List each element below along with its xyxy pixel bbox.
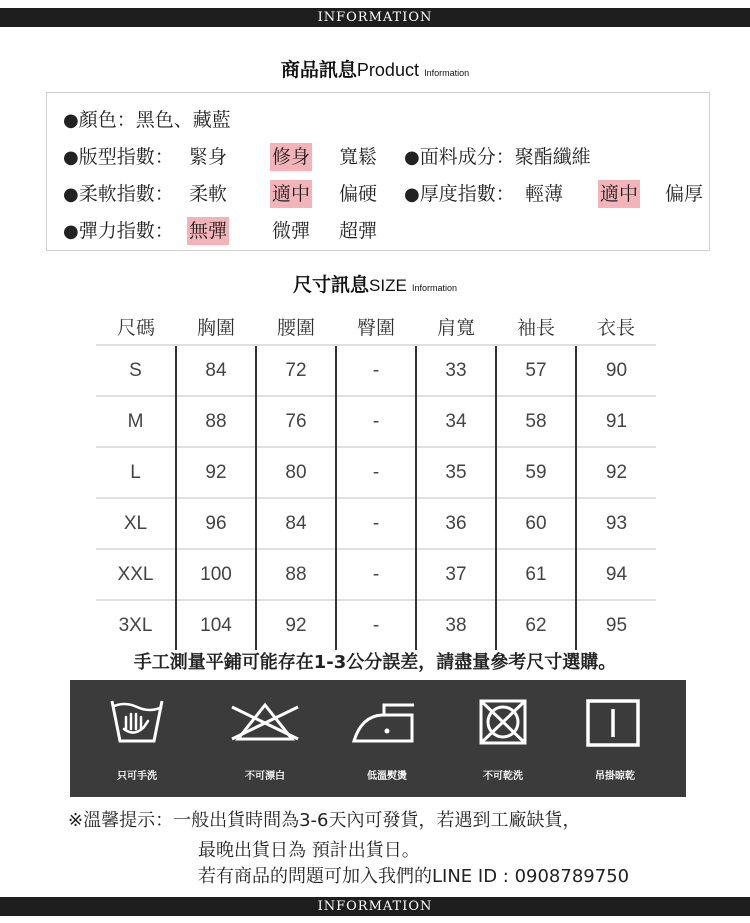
elasticity-line [63,217,463,245]
bullet-icon: ● [63,184,79,205]
table-cell: 91 [576,396,656,447]
size-heading-en: SIZE [369,276,407,295]
size-table-header-row [96,308,656,345]
softness-option-stiff: 偏硬 [339,183,378,205]
fit-option-loose: 寬鬆 [339,146,378,168]
fit-line [63,143,703,171]
table-row [96,345,656,396]
thickness-option-thick: 偏厚 [665,183,704,205]
size-heading-zh: 尺寸訊息 [293,274,370,296]
table-cell: M [96,396,176,447]
table-cell: - [336,345,416,396]
color-line [63,106,231,134]
table-cell: 88 [256,549,336,600]
bullet-icon: ● [404,184,420,205]
col-header-hip: 臀圍 [356,316,395,339]
product-heading-en: Product [356,60,419,80]
care-instructions-panel [70,680,686,797]
table-cell: - [336,447,416,498]
table-row [96,447,656,498]
care-item-no-tumble-dry [448,680,558,797]
bullet-icon: ● [63,147,79,168]
care-label: 不可乾洗 [483,771,523,782]
elasticity-option-none: 無彈 [187,217,229,245]
table-cell: - [336,498,416,549]
table-row [96,600,656,650]
shipping-tip-line-1: ※溫馨提示：一般出貨時間為3-6天內可發貨，若遇到工廠缺貨， [68,810,581,831]
low-iron-icon [332,697,442,747]
table-cell: 62 [496,600,576,650]
table-cell: 88 [176,396,256,447]
softness-option-soft: 柔軟 [189,183,228,205]
elasticity-option-high: 超彈 [339,220,378,242]
color-value: 黑色、藏藍 [135,109,231,131]
shipping-tip-line-2: 最晚出貨日為 預計出貨日。 [198,840,420,861]
bullet-icon: ● [63,110,79,131]
table-cell: 90 [576,345,656,396]
table-row [96,549,656,600]
no-bleach-icon [210,697,320,747]
table-cell: 92 [256,600,336,650]
product-info-box [46,92,710,251]
table-cell: 104 [176,600,256,650]
table-cell: 100 [176,549,256,600]
care-item-hand-wash [82,680,192,797]
table-cell: 59 [496,447,576,498]
softness-option-medium: 適中 [270,180,312,208]
softness-label: 柔軟指數： [78,183,174,205]
table-cell: 84 [176,345,256,396]
color-label: 顏色： [78,109,136,131]
table-cell: XL [96,498,176,549]
thickness-option-thin: 輕薄 [525,183,564,205]
fabric-label: 面料成分： [419,146,515,168]
table-cell: L [96,447,176,498]
table-cell: - [336,396,416,447]
table-cell: 3XL [96,600,176,650]
table-cell: - [336,549,416,600]
line-id-contact: 若有商品的問題可加入我們的LINE ID : 0908789750 [198,866,630,887]
fit-option-slim: 修身 [270,143,312,171]
table-cell: 93 [576,498,656,549]
fit-label: 版型指數： [78,146,174,168]
size-heading-small: Information [411,283,457,293]
fit-option-tight: 緊身 [189,146,228,168]
table-cell: S [96,345,176,396]
table-cell: 72 [256,345,336,396]
top-banner: INFORMATION [0,8,750,27]
table-cell: XXL [96,549,176,600]
elasticity-label: 彈力指數： [78,220,174,242]
col-header-length: 衣長 [596,316,635,339]
table-cell: 92 [576,447,656,498]
product-heading-zh: 商品訊息 [280,59,357,81]
softness-line [63,180,703,208]
product-info-heading [0,55,750,82]
table-cell: 61 [496,549,576,600]
care-item-no-bleach [210,680,320,797]
table-cell: 33 [416,345,496,396]
size-table [96,308,656,650]
hand-wash-icon [82,697,192,747]
table-cell: 58 [496,396,576,447]
table-cell: 57 [496,345,576,396]
thickness-group [404,180,515,209]
measurement-note: 手工測量平鋪可能存在1-3公分誤差，請盡量參考尺寸選購。 [133,652,617,673]
bullet-icon: ● [404,147,420,168]
care-label: 吊掛晾乾 [595,771,635,782]
table-cell: 80 [256,447,336,498]
col-header-size: 尺碼 [116,316,155,339]
bottom-banner: INFORMATION [0,897,750,916]
table-cell: 37 [416,549,496,600]
fabric-group [404,143,591,172]
table-cell: 96 [176,498,256,549]
table-cell: 76 [256,396,336,447]
col-header-chest: 胸圍 [196,316,235,339]
table-cell: 36 [416,498,496,549]
table-cell: 84 [256,498,336,549]
care-item-low-iron [332,680,442,797]
table-cell: 94 [576,549,656,600]
table-row [96,498,656,549]
no-tumble-dry-icon [448,697,558,747]
care-label: 不可漂白 [245,771,285,782]
table-cell: 60 [496,498,576,549]
col-header-waist: 腰圍 [276,316,315,339]
thickness-label: 厚度指數： [419,183,515,205]
fabric-value: 聚酯纖維 [514,146,591,168]
table-cell: 35 [416,447,496,498]
thickness-option-medium: 適中 [598,180,640,208]
line-dry-icon [560,697,670,747]
col-header-shoulder: 肩寬 [436,316,475,339]
product-heading-small: Information [424,68,470,78]
table-cell: 34 [416,396,496,447]
care-label: 低溫熨燙 [367,771,407,782]
table-cell: 95 [576,600,656,650]
care-label: 只可手洗 [117,771,157,782]
elasticity-option-slight: 微彈 [272,220,311,242]
table-row [96,396,656,447]
table-cell: 38 [416,600,496,650]
table-cell: 92 [176,447,256,498]
size-info-heading [0,270,750,297]
col-header-sleeve: 袖長 [516,316,555,339]
care-item-line-dry [560,680,670,797]
bullet-icon: ● [63,221,79,242]
table-cell: - [336,600,416,650]
